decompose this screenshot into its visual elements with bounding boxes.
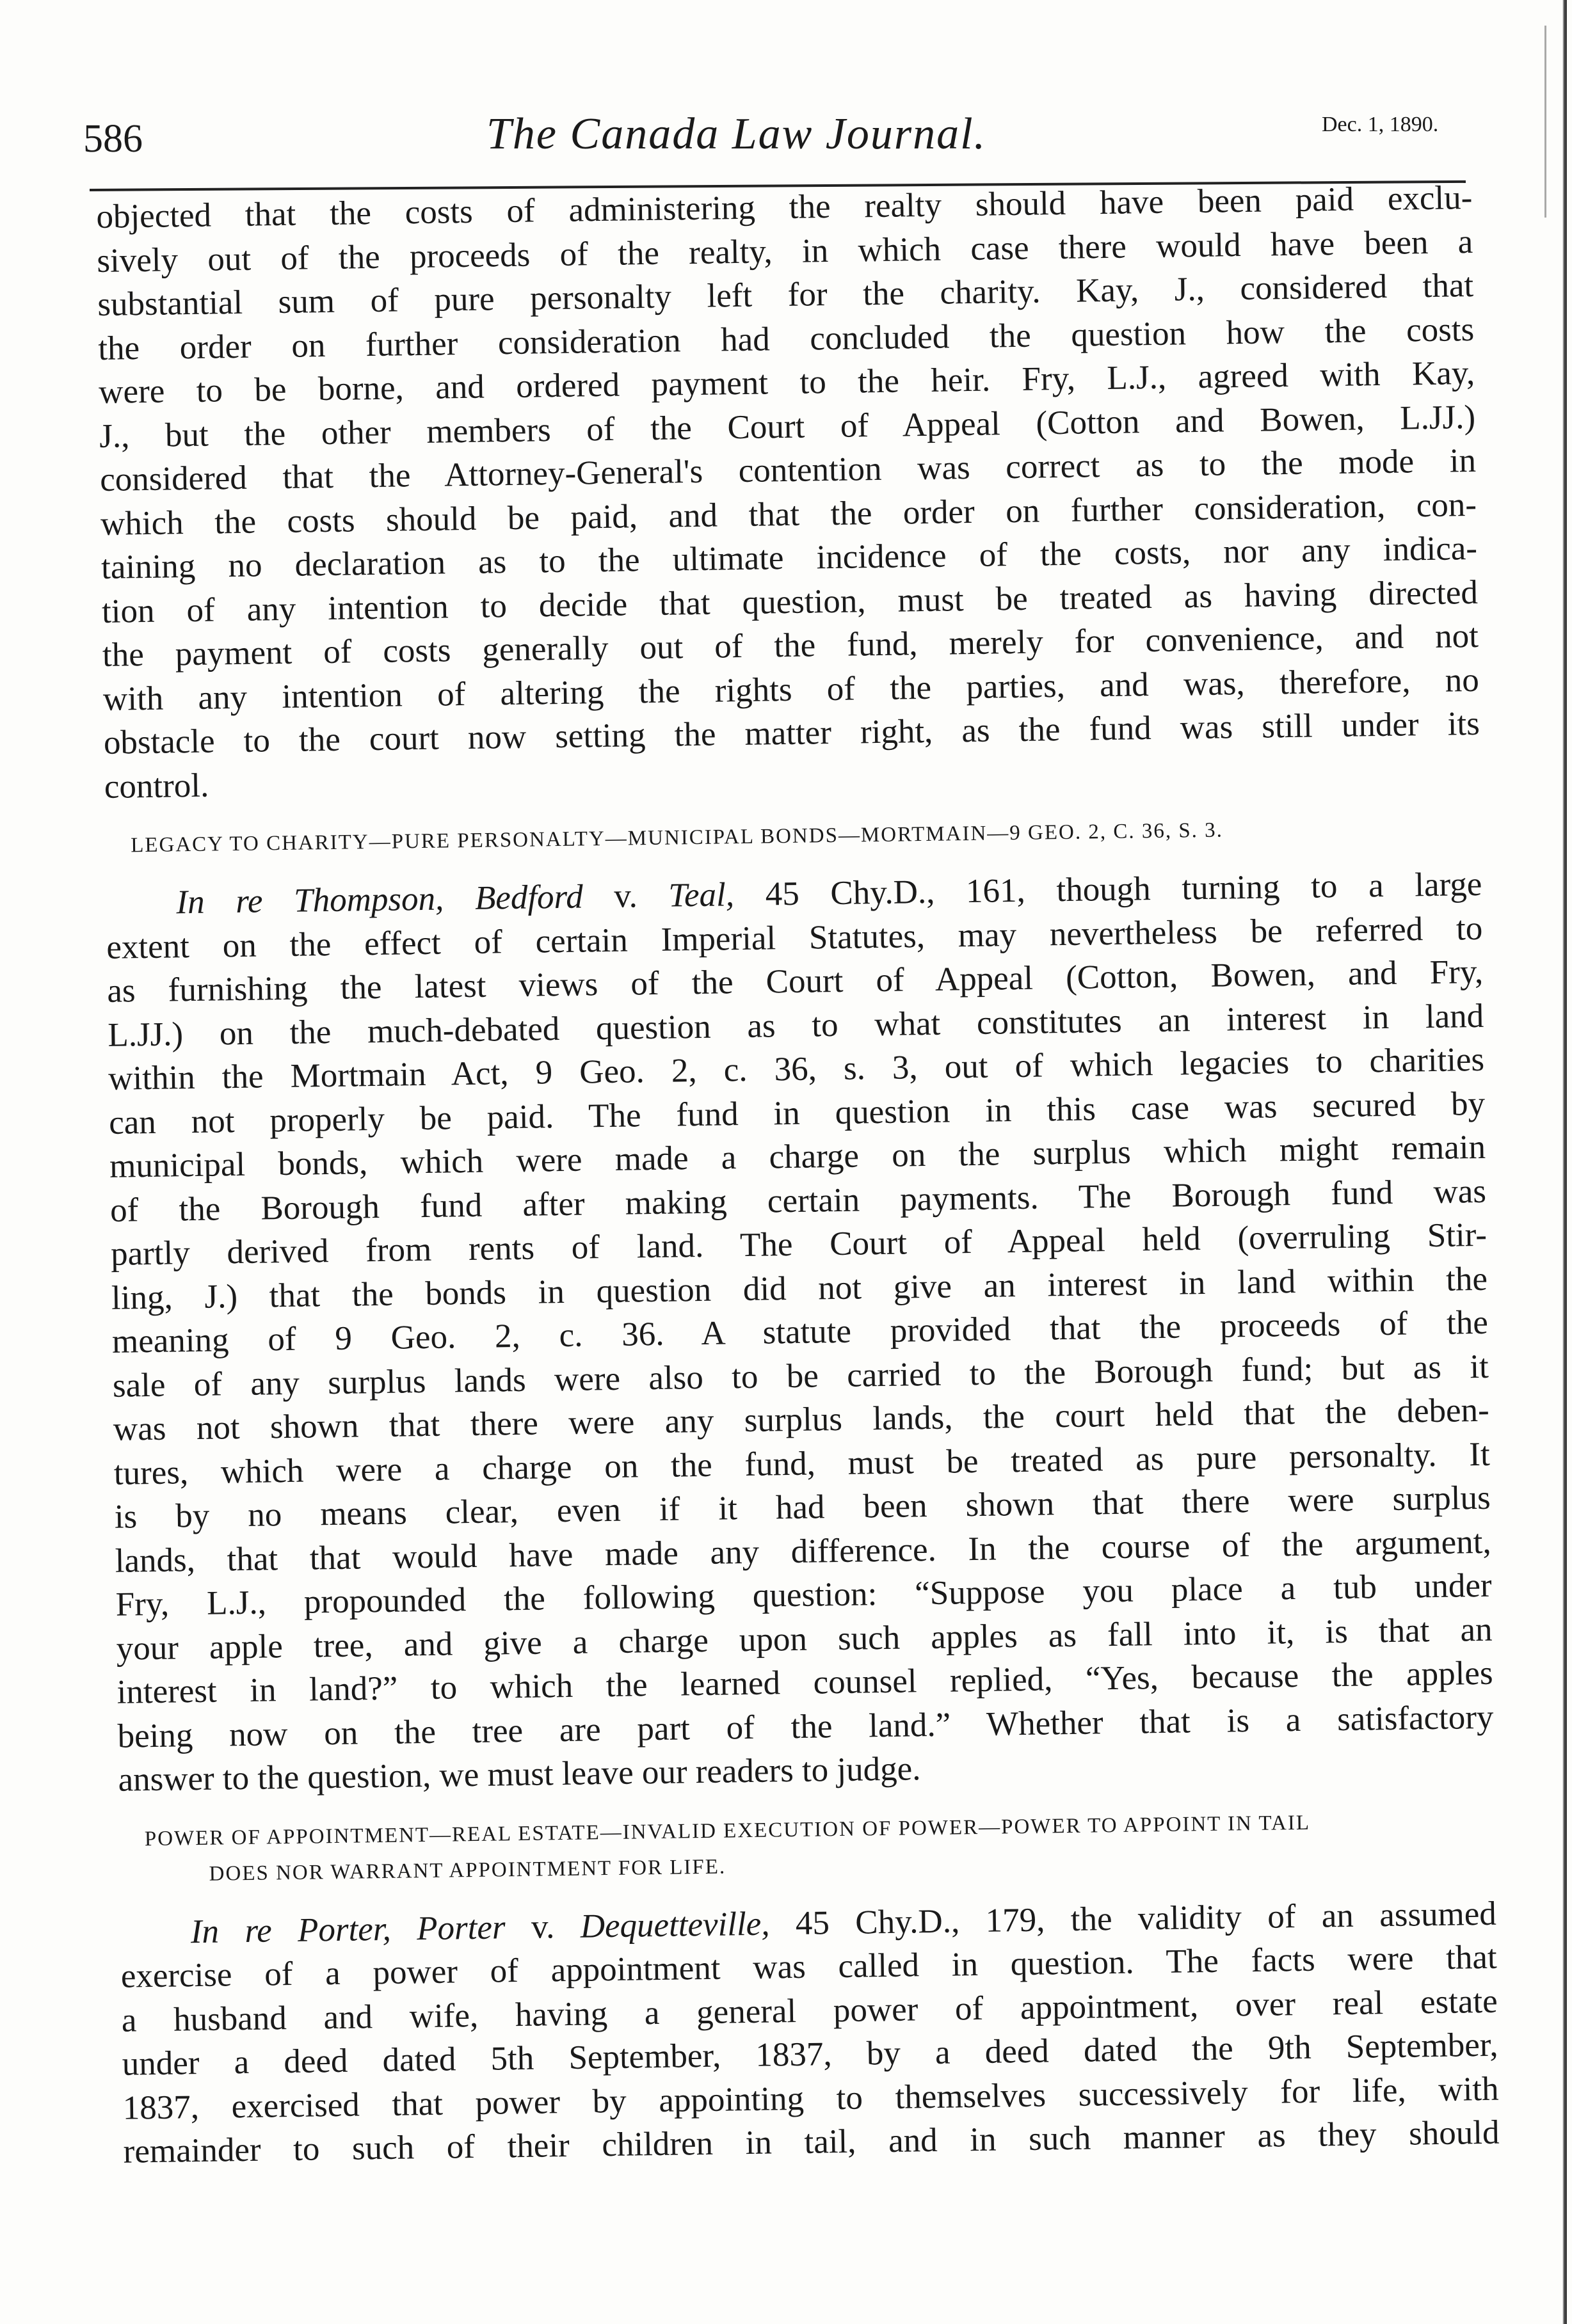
text-line: meaning of 9 Geo. 2, c. 36. A statute provided that the proceeds of the: [111, 1303, 1489, 1360]
text-line: which the costs should be paid, and that the order on further consideration, con-: [100, 486, 1477, 543]
citation: 45 Chy.D., 161, though turning to a large: [765, 865, 1482, 913]
case-paragraph-porter: [120, 1891, 1500, 2174]
text-line: the payment of costs generally out of the fund, merely for convenience, and not: [102, 617, 1479, 674]
text-line: the order on further consideration had concluded the question how the costs: [97, 310, 1475, 367]
text-line: as furnishing the latest views of the Court of Appeal (Cotton, Bowen, and Fry,: [106, 953, 1484, 1010]
text-line: sale of any surplus lands were also to be carried to the Borough fund; but as it: [112, 1348, 1489, 1405]
text-line: objected that the costs of administering the realty should have been paid exclu-: [96, 179, 1473, 235]
text-line: taining no declaration as to the ultimate incidence of the costs, nor any indica-: [100, 529, 1478, 586]
case-name-2: Teal,: [668, 876, 735, 914]
section-heading-legacy-to-charity: LEGACY TO CHARITY—PURE PERSONALTY—MUNICIPAL BONDS—MORTMAIN—9 GEO. 2, C. 36, S. 3.: [130, 818, 1224, 857]
heading-line: POWER OF APPOINTMENT—REAL ESTATE—INVALID EXECUTION OF POWER—POWER TO APPOINT IN TAIL: [144, 1811, 1311, 1850]
case-name: In re Porter, Porter: [190, 1908, 506, 1950]
text-line: with any intention of altering the rights of the parties, and was, therefore, no: [102, 661, 1480, 718]
article-body: [96, 176, 1500, 2174]
text-line: ling, J.) that the bonds in question did not give an interest in land within the: [111, 1260, 1488, 1317]
text-line: can not properly be paid. The fund in question in this case was secured by: [108, 1085, 1486, 1142]
text-line: extent on the effect of certain Imperial Statutes, may nevertheless be referred to: [106, 909, 1483, 966]
text-line: your apple tree, and give a charge upon such apples as fall into it, is that an: [116, 1611, 1493, 1667]
text-line: control.: [104, 767, 209, 806]
text-line: interest in land?” to which the learned counsel replied, “Yes, because the apples: [116, 1654, 1493, 1711]
case-name: In re Thompson, Bedford: [176, 878, 584, 921]
journal-title: The Canada Law Journal.: [486, 109, 987, 159]
section-heading-power-of-appointment: [144, 1802, 1495, 1892]
text-line: sively out of the proceeds of the realty, in which case there would have been a: [97, 223, 1473, 280]
text-line: under a deed dated 5th September, 1837, by a deed dated the 9th September,: [122, 2026, 1498, 2083]
citation: 45 Chy.D., 179, the validity of an assumed: [795, 1895, 1497, 1942]
text-line: obstacle to the court now setting the matter right, as the fund was still under its: [103, 704, 1480, 761]
case-versus: v.: [614, 877, 638, 915]
text-line: within the Mortmain Act, 9 Geo. 2, c. 36, s. 3, out of which legacies to charities: [108, 1040, 1485, 1097]
page-header: [77, 109, 1472, 179]
text-line: partly derived from rents of land. The Court of Appeal held (overruling Stir-: [110, 1216, 1488, 1273]
text-line: tures, which were a charge on the fund, must be treated as pure personalty. It: [113, 1435, 1491, 1492]
page-number: 586: [83, 117, 143, 161]
issue-date: Dec. 1, 1890.: [1322, 113, 1439, 136]
text-line: J., but the other members of the Court of Appeal (Cotton and Bowen, L.JJ.): [99, 398, 1476, 455]
text-line: answer to the question, we must leave our readers to judge.: [118, 1750, 921, 1799]
text-line: is by no means clear, even if it had been shown that there were surplus: [114, 1479, 1491, 1536]
text-line: a husband and wife, having a general power of appointment, over real estate: [121, 1982, 1498, 2039]
case-paragraph-thompson: [106, 863, 1495, 1802]
text-line: Fry, L.J., propounded the following question: “Suppose you place a tub under: [115, 1566, 1492, 1623]
case-name-2: Dequetteville,: [580, 1905, 770, 1945]
scan-edge-shadow: [1562, 0, 1567, 2324]
text-line: substantial sum of pure personalty left for the charity. Kay, J., considered that: [97, 266, 1474, 323]
case-versus: v.: [531, 1907, 555, 1946]
scan-edge-mark: [1544, 26, 1546, 218]
text-line: exercise of a power of appointment was called in question. The facts were that: [120, 1938, 1498, 1995]
text-line: tion of any intention to decide that question, must be treated as having directed: [101, 573, 1479, 630]
text-line: of the Borough fund after making certain payments. The Borough fund was: [109, 1172, 1487, 1229]
text-line: were to be borne, and ordered payment to the heir. Fry, L.J., agreed with Kay,: [98, 354, 1475, 411]
text-line: considered that the Attorney-General's contention was correct as to the mode in: [99, 442, 1477, 498]
text-line: was not shown that there were any surplus lands, the court held that the deben-: [113, 1391, 1490, 1448]
text-line: L.JJ.) on the much-debated question as to what constitutes an interest in land: [107, 997, 1484, 1054]
text-line: municipal bonds, which were made a charge on the surplus which might remain: [109, 1128, 1486, 1185]
text-line: 1837, exercised that power by appointing to themselves successively for life, with: [122, 2070, 1499, 2127]
text-line: lands, that that would have made any difference. In the course of the argument,: [115, 1523, 1491, 1580]
continued-paragraph: [96, 176, 1480, 809]
text-line: remainder to such of their children in tail, and in such manner as they should: [123, 2113, 1500, 2170]
heading-line-2: DOES NOR WARRANT APPOINTMENT FOR LIFE.: [209, 1855, 726, 1886]
text-line: being now on the tree are part of the land.” Whether that is a satisfactory: [117, 1698, 1494, 1755]
